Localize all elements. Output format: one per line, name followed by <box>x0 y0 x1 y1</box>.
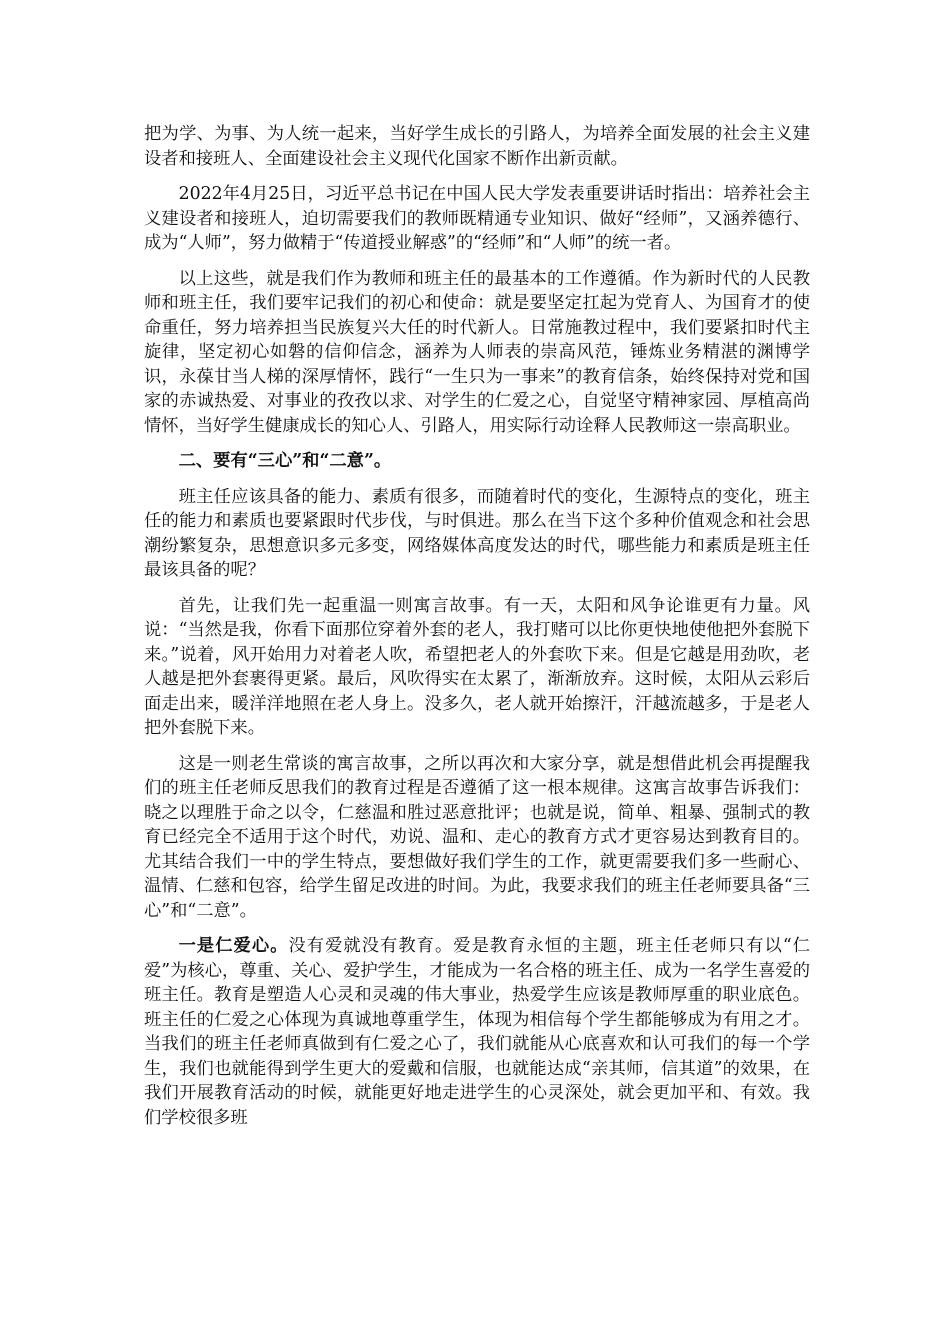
section-heading: 二、要有“三心”和“二意”。 <box>178 451 392 471</box>
paragraph-lead: 一是仁爱心。 <box>178 936 289 956</box>
paragraph-body: 没有爱就没有教育。爱是教育永恒的主题，班主任老师只有以“仁爱”为核心，尊重、关心、爱护学生，才能成为一名合格的班主任、成为一名学生喜爱的班主任。教育是塑造人心灵和灵魂的伟大事业，热爱学生应该是教师厚重的职业底色。班主任的仁爱之心体现为真诚地尊重学生，体现为相信每个学生都能够成为有用之才。当我们的班主任老师真做到有仁爱之心了，我们就能从心底喜欢和认可我们的每一个学生，我们也就能得到学生更大的爱戴和信服，也就能达成“亲其师，信其道”的效果，在我们开展教育活动的时候，就能更好地走进学生的心灵深处，就会更加平和、有效。我们学校很多班 <box>144 936 810 1128</box>
document-page <box>144 122 810 1141</box>
paragraph-3: 以上这些，就是我们作为教师和班主任的最基本的工作遵循。作为新时代的人民教师和班主任，我们要牢记我们的初心和使命：就是要坚定扛起为党育人、为国育才的使命重任，努力培养担当民族复兴大任的时代新人。日常施教过程中，我们要紧扣时代主旋律，坚定初心如磐的信仰信念，涵养为人师表的崇高风范，锤炼业务精湛的渊博学识，永葆甘当人梯的深厚情怀，践行“一生只为一事来”的教育信条，始终保持对党和国家的赤诚热爱、对事业的孜孜以求、对学生的仁爱之心，自觉坚守精神家园、厚植高尚情怀，当好学生健康成长的知心人、引路人，用实际行动诠释人民教师这一崇高职业。 <box>144 268 810 436</box>
paragraph-6: 首先，让我们先一起重温一则寓言故事。有一天，太阳和风争论谁更有力量。风说：“当然是我，你看下面那位穿着外套的老人，我打赌可以比你更快地使他把外套脱下来。”说着，风开始用力对着老人吹，希望把老人的外套吹下来。但是它越是用劲吹，老人越是把外套裹得更紧。最后，风吹得实在太累了，渐渐放弃。这时候，太阳从云彩后面走出来，暖洋洋地照在老人身上。没多久，老人就开始擦汗，汗越流越多，于是老人把外套脱下来。 <box>144 595 810 738</box>
paragraph-7: 这是一则老生常谈的寓言故事，之所以再次和大家分享，就是想借此机会再提醒我们的班主任老师反思我们的教育过程是否遵循了这一根本规律。这寓言故事告诉我们：晓之以理胜于命之以令，仁慈温和胜过恶意批评；也就是说，简单、粗暴、强制式的教育已经完全不适用于这个时代，劝说、温和、走心的教育方式才更容易达到教育目的。尤其结合我们一中的学生特点，要想做好我们学生的工作，就更需要我们多一些耐心、温情、仁慈和包容，给学生留足改进的时间。为此，我要求我们的班主任老师要具备“三心”和“二意”。 <box>144 753 810 921</box>
paragraph-5: 班主任应该具备的能力、素质有很多，而随着时代的变化，生源特点的变化，班主任的能力和素质也要紧跟时代步伐，与时俱进。那么在当下这个多种价值观念和社会思潮纷繁复杂，思想意识多元多变，网络媒体高度发达的时代，哪些能力和素质是班主任最该具备的呢？ <box>144 486 810 580</box>
paragraph-2: 2022年4月25日，习近平总书记在中国人民大学发表重要讲话时指出：培养社会主义建设者和接班人，迫切需要我们的教师既精通专业知识、做好“经师”，又涵养德行、成为“人师”，努力做精于“传道授业解惑”的“经师”和“人师”的统一者。 <box>144 184 810 253</box>
paragraph-8 <box>144 934 810 1130</box>
paragraph-1: 把为学、为事、为人统一起来，当好学生成长的引路人，为培养全面发展的社会主义建设者和接班人、全面建设社会主义现代化国家不断作出新贡献。 <box>144 124 810 169</box>
